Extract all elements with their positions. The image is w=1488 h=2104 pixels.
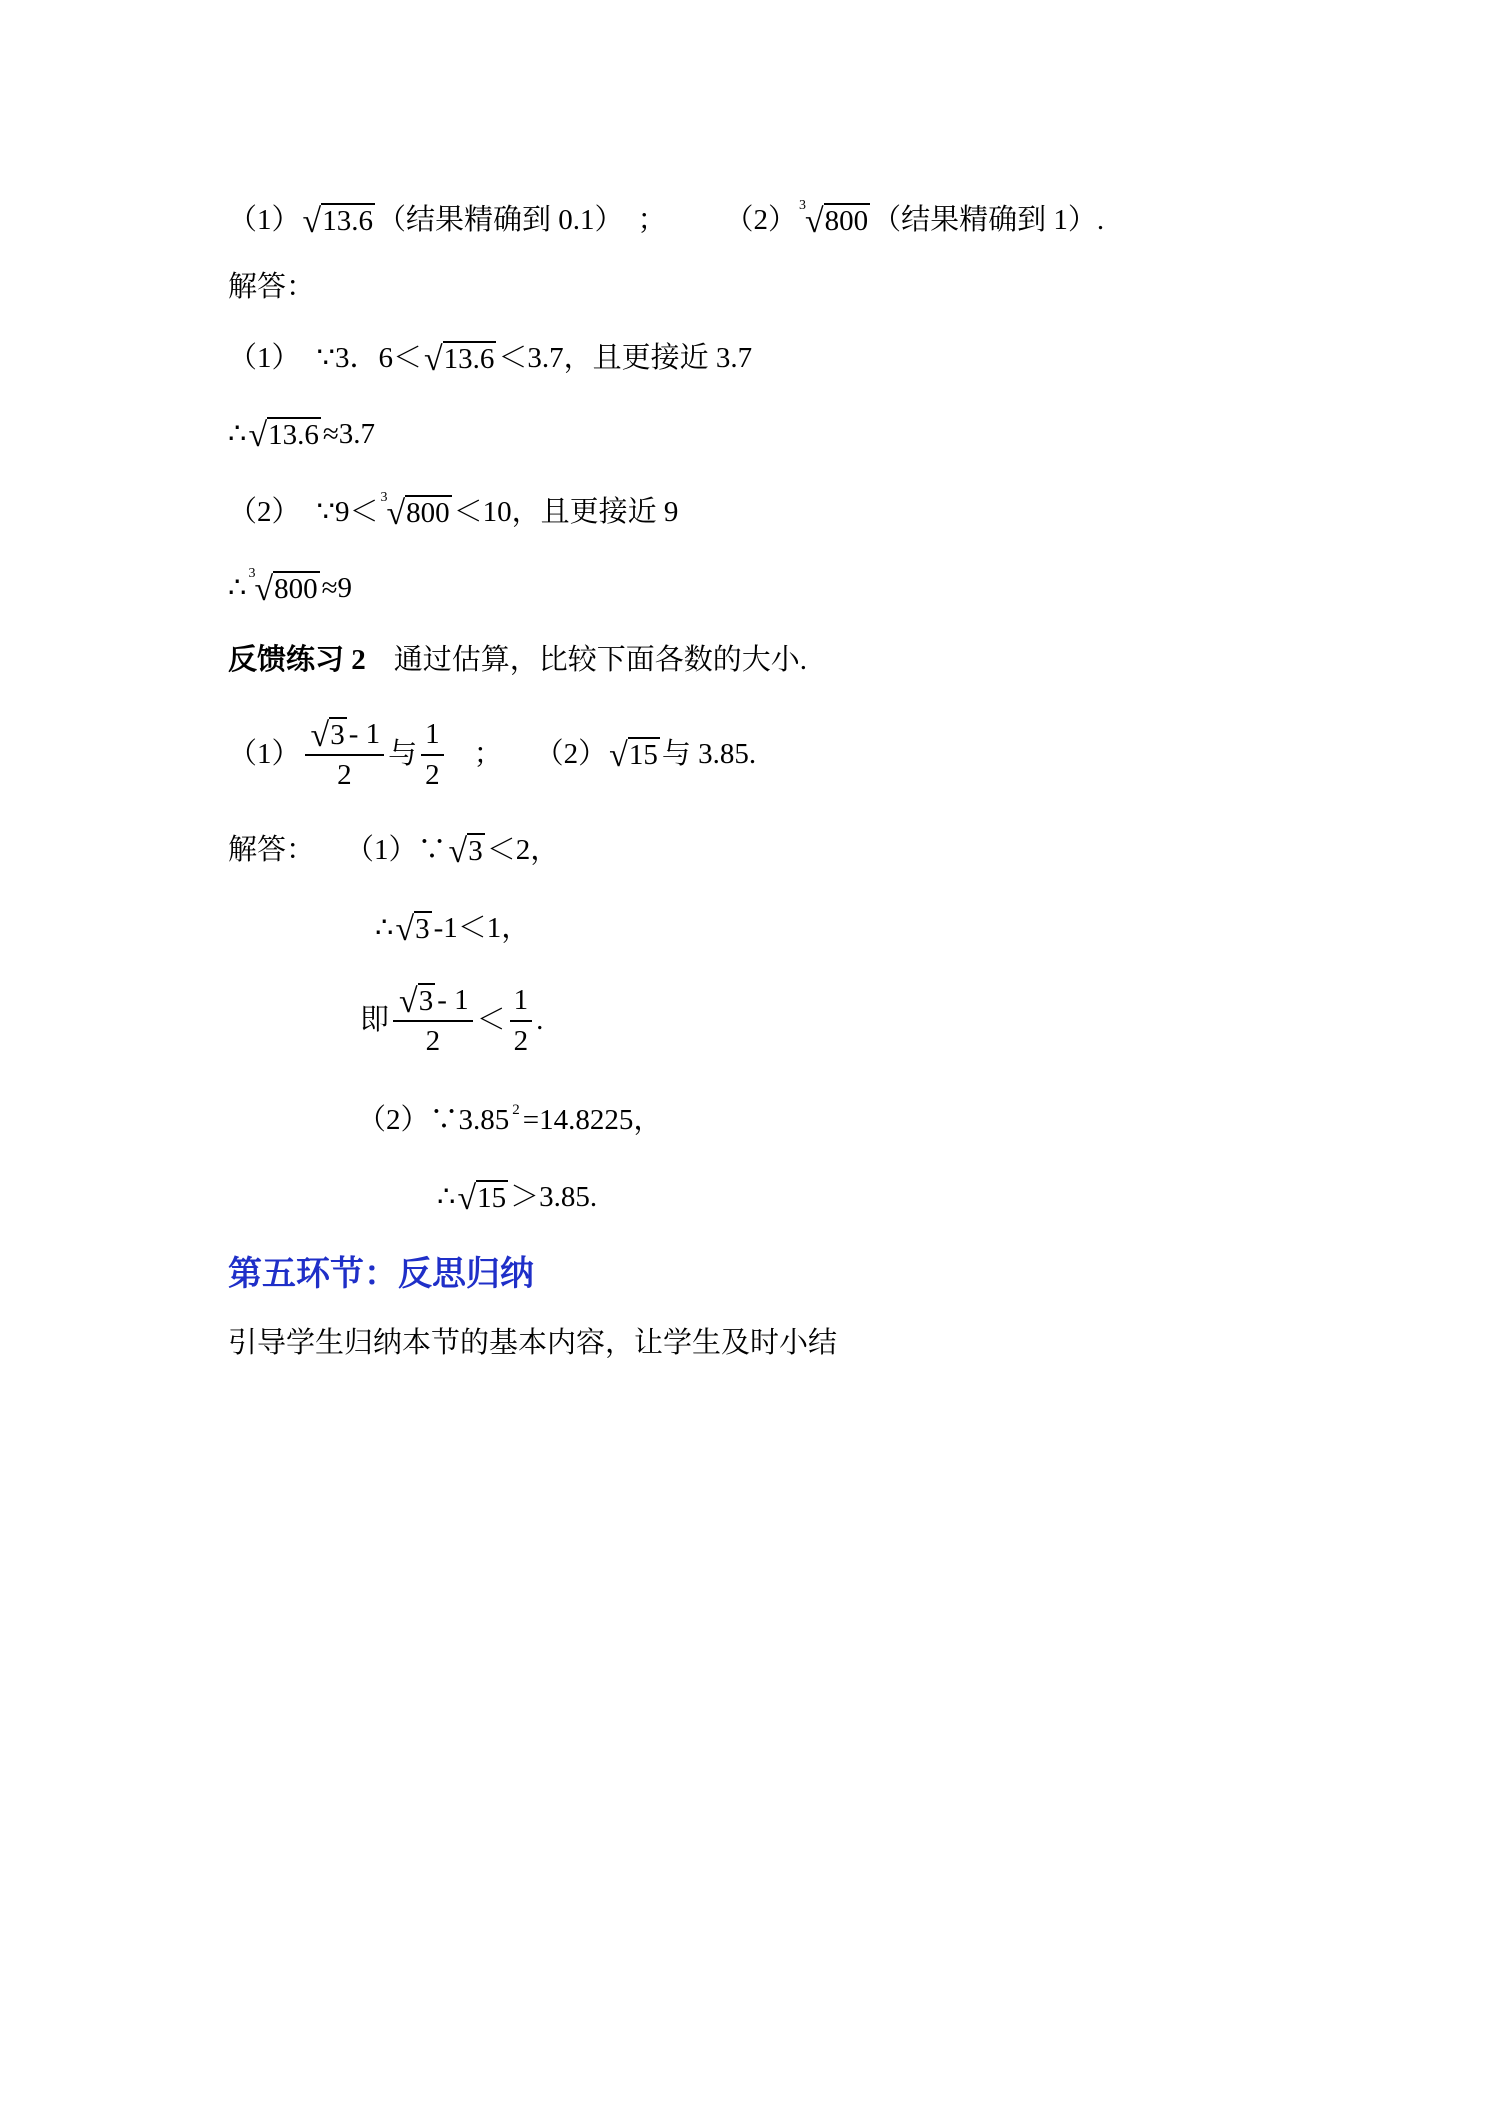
radicand: 3 — [418, 985, 434, 1017]
sqrt-expression — [423, 341, 496, 378]
fraction — [421, 714, 444, 794]
item-number: （1） — [228, 342, 301, 374]
sqrt-expression — [457, 1180, 508, 1217]
separator: ； — [637, 204, 667, 236]
item-number: （2） — [724, 204, 797, 236]
numerator-rest: - 1 — [348, 718, 381, 750]
item-number: （1） — [228, 738, 301, 770]
radicand: 15 — [628, 739, 658, 771]
answer-line-4 — [228, 568, 352, 608]
radical-sign-icon: √ — [302, 203, 322, 240]
answer-label: 解答： — [228, 271, 316, 303]
fraction-numerator — [393, 980, 473, 1020]
therefore-symbol: ∴ — [228, 418, 247, 450]
therefore-symbol: ∴ — [375, 912, 394, 944]
cbrt-expression — [248, 566, 319, 608]
cbrt-expression — [798, 198, 870, 240]
therefore-symbol: ∴ — [437, 1181, 456, 1213]
root-index: 3 — [380, 490, 388, 505]
approx-result: ≈3.7 — [322, 418, 376, 450]
period: . — [536, 1004, 544, 1036]
solution-line-1 — [228, 830, 559, 870]
solution-step-end: =14.8225， — [522, 1104, 663, 1136]
feedback-title: 反馈练习 2 — [228, 644, 366, 676]
answer-label-line — [228, 267, 315, 307]
fraction-denominator: 2 — [425, 1025, 441, 1057]
inequality-end: ＜3.7，且更接近 3.7 — [498, 342, 753, 374]
radical-sign-icon: √ — [248, 417, 268, 454]
sqrt-expression — [302, 203, 375, 240]
sqrt-expression — [310, 717, 347, 754]
fraction-numerator: 1 — [513, 984, 529, 1016]
namely-word: 即 — [360, 1004, 390, 1036]
answer-label: 解答： — [228, 834, 316, 866]
less-than: ＜ — [476, 1004, 506, 1036]
solution-step-end: ＜2， — [486, 834, 560, 866]
fraction-numerator — [305, 714, 385, 754]
radicand: 13.6 — [268, 419, 319, 451]
radical-sign-icon: √ — [423, 341, 443, 378]
sqrt-expression — [399, 983, 435, 1020]
inequality-start: ∵9＜ — [316, 496, 379, 528]
root-index: 3 — [248, 566, 256, 581]
feedback-line — [228, 640, 807, 680]
sqrt-expression — [609, 737, 660, 774]
comparison-text: 与 3.85. — [661, 738, 757, 770]
solution-line-3 — [360, 970, 543, 1070]
radicand: 800 — [406, 497, 450, 529]
fraction — [305, 714, 385, 794]
fraction — [393, 980, 473, 1060]
feedback-text: 通过估算，比较下面各数的大小. — [393, 644, 808, 676]
therefore-symbol: ∴ — [228, 572, 247, 604]
solution-step-start: （2）∵3.85 — [357, 1104, 510, 1136]
comparison-word: 与 — [388, 738, 418, 770]
radical-sign-icon: √ — [395, 911, 415, 948]
radicand: 3 — [468, 835, 483, 867]
radical-sign-icon: √ — [399, 983, 418, 1020]
root-index: 3 — [798, 198, 806, 213]
radicand: 3 — [415, 913, 430, 945]
fraction-denominator: 2 — [513, 1025, 529, 1057]
radical-sign-icon: √ — [310, 717, 330, 754]
precision-note: （结果精确到 0.1） — [376, 204, 624, 236]
radicand: 800 — [824, 205, 869, 237]
sqrt-expression — [248, 417, 320, 454]
sqrt-expression — [395, 911, 431, 948]
precision-note: （结果精确到 1）. — [872, 204, 1105, 236]
item-number: （2） — [228, 496, 301, 528]
solution-line-2 — [375, 908, 530, 948]
fraction-denominator: 2 — [337, 759, 352, 791]
radical-sign-icon: √ — [448, 833, 468, 870]
numerator-rest: - 1 — [437, 984, 469, 1016]
radical-sign-icon: √ — [804, 203, 824, 240]
answer-line-3 — [228, 492, 678, 532]
radical-sign-icon: √ — [457, 1180, 477, 1217]
solution-line-5 — [437, 1177, 597, 1217]
summary-text: 引导学生归纳本节的基本内容，让学生及时小结 — [228, 1327, 838, 1359]
exponent: 2 — [512, 1102, 520, 1118]
radicand: 3 — [330, 719, 345, 751]
inequality-end: ＜10，且更接近 9 — [453, 496, 679, 528]
radicand: 800 — [274, 573, 318, 605]
fraction — [510, 980, 533, 1060]
radicand: 13.6 — [443, 343, 495, 375]
question-line-2 — [228, 704, 756, 804]
solution-line-4 — [357, 1100, 662, 1140]
radical-sign-icon: √ — [609, 737, 628, 774]
item-number: （2） — [534, 738, 608, 770]
fraction-denominator: 2 — [425, 759, 440, 791]
solution-step-end: ＞3.85. — [510, 1181, 598, 1213]
approx-result: ≈9 — [321, 572, 353, 604]
question-line-1 — [228, 200, 1104, 240]
radical-sign-icon: √ — [386, 495, 406, 532]
radicand: 13.6 — [322, 205, 373, 237]
solution-step-start: （1）∵ — [345, 834, 447, 866]
item-number: （1） — [228, 204, 301, 236]
answer-line-1 — [228, 338, 752, 378]
cbrt-expression — [380, 490, 451, 532]
radical-sign-icon: √ — [254, 571, 274, 608]
solution-step-end: -1＜1， — [433, 912, 531, 944]
fraction-numerator: 1 — [425, 718, 440, 750]
separator: ； — [473, 738, 503, 770]
inequality-start: ∵3．6＜ — [316, 342, 422, 374]
section-heading: 第五环节：反思归纳 — [228, 1256, 534, 1293]
answer-line-2 — [228, 414, 375, 454]
sqrt-expression — [448, 833, 485, 870]
radicand: 15 — [477, 1182, 507, 1214]
